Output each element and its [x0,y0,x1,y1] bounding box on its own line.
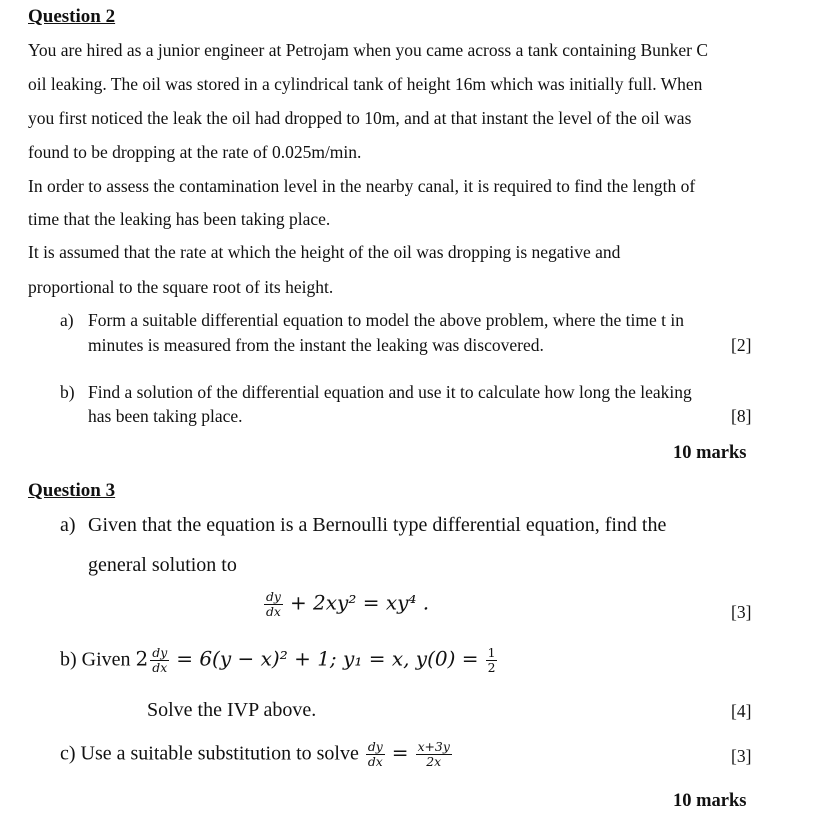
one-half-fraction [486,646,498,676]
part-c-text: c) Use a suitable substitution to solve [60,742,359,765]
q2-paragraph-line-8: proportional to the square root of its height. [28,277,334,297]
q3-part-b-equation [60,646,499,676]
q2-part-b-line-1: Find a solution of the differential equation and use it to calculate how long the leaking [88,382,692,402]
q3-part-a-label: a) [60,514,76,536]
part-b-prefix: b) Given [60,648,131,671]
q2-paragraph-line-3: you first noticed the leak the oil had dropped to 10m, and at that instant the level of the oil was [28,108,692,128]
fraction-denominator: dx [366,754,385,769]
q3-part-a-line-1: Given that the equation is a Bernoulli type differential equation, find the [88,514,667,536]
coefficient: 2 [135,646,149,671]
q2-paragraph-line-4: found to be dropping at the rate of 0.025m/min. [28,142,362,162]
q2-paragraph-line-6: time that the leaking has been taking place. [28,209,331,229]
fraction-numerator: dy [152,645,168,660]
q3-part-a-marks: [3] [731,602,752,622]
question-3-title: Question 3 [28,480,116,501]
fraction-denominator: dx [150,660,169,675]
dy-dx-fraction [150,646,169,676]
fraction-denominator: 2 [487,660,496,676]
q2-part-b-line-2: has been taking place. [88,406,243,426]
equation-rest: + 2xy² = xy⁴ . [289,590,430,615]
q2-part-a-label: a) [60,310,74,330]
q2-total-marks: 10 marks [673,443,747,463]
q3-part-b-line-2: Solve the IVP above. [147,699,317,721]
fraction-numerator: x+3y [417,739,450,754]
question-2-title: Question 2 [28,6,116,27]
q3-part-c-marks: [3] [731,746,752,766]
q2-part-b-marks: [8] [731,406,752,426]
fraction-numerator: 1 [487,645,496,660]
q2-part-b-label: b) [60,382,75,402]
q3-part-c-equation [60,740,454,770]
q2-paragraph-line-2: oil leaking. The oil was stored in a cylindrical tank of height 16m which was initially full. When [28,74,703,94]
q3-part-b-marks: [4] [731,701,752,721]
dy-dx-fraction [264,590,283,620]
q2-part-a-line-1: Form a suitable differential equation to model the above problem, where the time t in [88,310,684,330]
fraction-denominator: dx [264,604,283,619]
fraction-numerator: dy [266,589,281,604]
q2-paragraph-line-1: You are hired as a junior engineer at Petrojam when you came across a tank containing Bunker C [28,40,709,60]
q3-part-a-line-2: general solution to [88,554,237,576]
q2-part-a-line-2: minutes is measured from the instant the leaking was discovered. [88,335,544,355]
q2-paragraph-line-5: In order to assess the contamination level in the nearby canal, it is required to find the length of [28,176,696,196]
rhs-fraction [416,740,452,770]
fraction-numerator: dy [367,739,383,754]
equation-middle: = 6(y − x)² + 1; y₁ = x, y(0) = [176,646,479,671]
q3-part-a-equation [262,590,429,620]
q2-paragraph-line-7: It is assumed that the rate at which the height of the oil was dropping is negative and [28,242,621,262]
dy-dx-fraction [366,740,385,770]
equals-sign: = [391,740,409,765]
fraction-denominator: 2x [416,754,452,769]
q3-total-marks: 10 marks [673,791,747,811]
q2-part-a-marks: [2] [731,335,752,355]
